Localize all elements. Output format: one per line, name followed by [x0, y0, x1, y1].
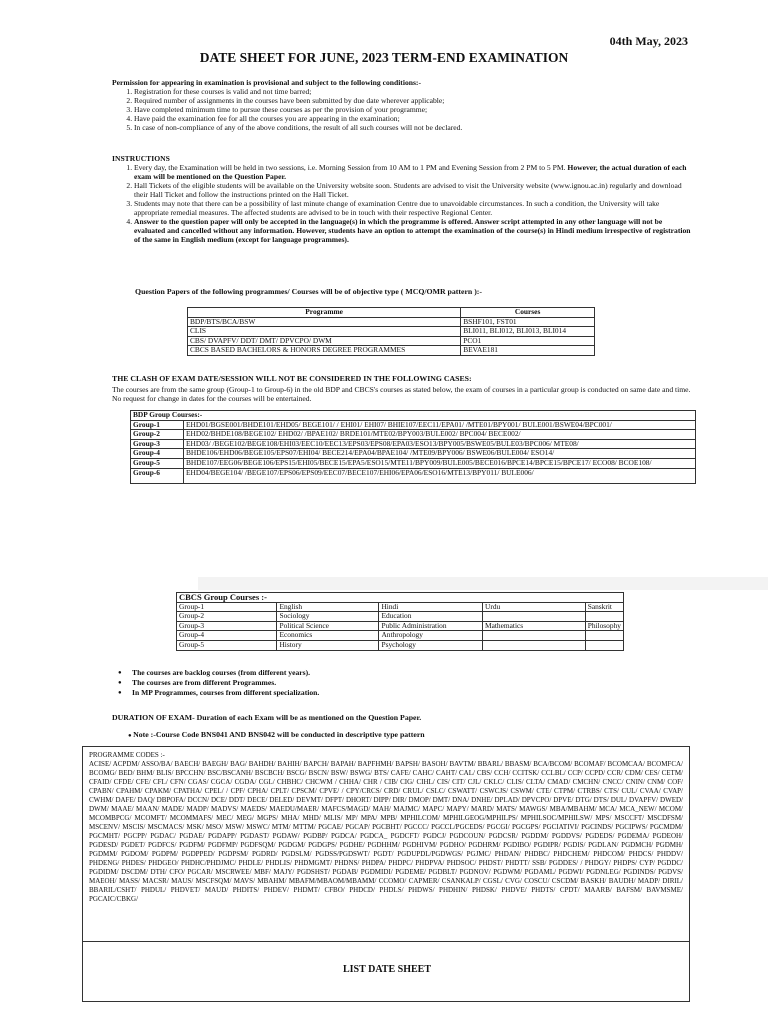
- group-courses: EHD02/BHDE108/BEGE102/ EHD02/ /BPAE102/ BRDE101/MTE02/BPY003/BULE002/ BPC004/ BECE002/: [184, 430, 696, 440]
- programme-codes-box: [82, 746, 690, 942]
- group-label: Group-6: [131, 468, 184, 483]
- group-label: Group-1: [131, 420, 184, 430]
- programme-codes-text: ACISE/ ACPDM/ ASSO/BA/ BAECH/ BAEGH/ BAG/ BAHDH/ BAHIH/ BAPCH/ BAPAH/ BAPFHMH/ BAPSH/ BASOH/ BAVTM/ BBARL/ BBASM/ BCA/BCOM/ BCOMAF/ BCOMCAA/ BCOMFCA/ BCOMG/ BED/ BHM/ BLIS/ BPCCHN/ BSC/BSCANH/ BSCBCH/ BSCG/ BSCN/ BSW/ BSWG/ BTS/ CAFE/ CAHC/ CAHT/ CAL/ CBS/ CCH/ CCITSK/ CCLBL/ CCP/ CCPD/ CCR/ CDM/ CES/ CETM/ CFAID/ CFDE/ CFE/ CFL/ CFN/ CGAS/ CGCA/ CGDA/ CGL/ CHBHC/ CHCWM / CHHA/ CHR / CIB/ CIG/ CIHL/ CIS/ CIT/ CJL/ CKLC/ CLIS/ CLTA/ CMAD/ CMCHN/ CNCC/ CNIN/ CNM/ COF/ CPABN/ CPAHM/ CPAKM/ CPATHA/ CPEL/ / CPF/ CPHA/ CPLT/ CPSCM/ CPVE/ / CPY/CRCS/ CRD/ CRUL/ CSLC/ CSWATT/ CSWCJS/ CSWM/ CTE/ CTPM/ CTRBS/ CTS/ CUL/ CVAA/ CVAP/ CWHM/ DAFE/ DAQ/ DBPOFA/ DCCN/ DCE/ DDT/ DECE/ DELED/ DEVMT/ DFPT/ DHORT/ DIPP/ DIR/ DMOP/ DMT/ DNA/ DNHE/ DPLAD/ DPVCPO/ DPVE/ DTG/ DTS/ DUL/ DVAPFV/ DWED/ DWM/ MAAE/ MAAN/ MADE/ MADP/ MADVS/ MAEDS/ MAEDU/MAER/ MAFCS/MAGD/ MAH/ MAJMC/ MAPC/ MAPY/ MARD/ MATS/ MAWGS/ MBA/MBAHM/ MCA/ MCA_NEW/ MCOM/ MCOMBPCG/ MCOMFT/ MCOMMAFS/ MEC/ MEG/ MGPS/ MHA/ MHD/ MLIS/ MP/ MPA/ MPB/ MPHILCOM/ MPHILGEOG/MPHILPS/ MPHILSOC/MPHILSW/ MPS/ MSCCFT/ MSCDFSM/ MSCENV/ MSCIS/ MSCMACS/ MSK/ MSO/ MSW/ MSWC/ MTM/ MTTM/ PGCAE/ PGCAP/ PGCBHT/ PGCCC/ PGCCL/PGCEDS/ PGCGI/ PGCGPS/ PGCIATIVI/ PGCINDS/ PGCIPWS/ PGCMDM/ PGCMHT/ PGCPP/ PGDAC/ PGDAE/ PGDAPP/ PGDAST/ PGDAW/ PGDBP/ PGDCA/ PGDCA_ PGDCFT/ PGDCJ/ PGDCOUN/ PGDCSR/ PGDDM/ PGDDVS/ PGDEDS/ PGDEMA/ PGDEOH/ PGDESD/ PGDET/ PGDFCS/ PGDFM/ PGDFMP/ PGDFSQM/ PGDGM/ PGDGPS/ PGDHE/ PGDHHM/ PGDHIVM/ PGDHO/ PGDHRM/ PGDIBO/ PGDIPR/ PGDIS/ PGDLAN/ PGDMCH/ PGDMH/ PGDMM/ PGDOM/ PGDPM/ PGDPPED/ PGDPSM/ PGDRD/ PGDSLM/ PGDSS/PGDSWT/ PGDT/ PGDUPDL/PGDWGS/ PGJMC/ PHDAN/ PHDBC/ PHDCHEM/ PHDCOM/ PHDCS/ PHDDV/ PHDENG/ PHDES/ PHDGEO/ PHDHC/PHDJMC/ PHDLE/ PHDLIS/ PHDMGMT/ PHDNS/ PHDPA/ PHDPC/ PHDPVA/ PHDSOC/ PHDST/ PHDTT/ SSB/ PGDDES/ / PHDGY/ PHDPS/ CYP/ PGDDC/ PGDIDM/ DSCDM/ DTH/ CFO/ PGCAR/ MSCRWEE/ MBF/ MAJY/ PGDSHST/ PGDAB/ PGDMIDI/ PGDEME/ PGDBLT/ PGDNOV/ PGDWM/ PGDAML/ PGDWI/ PGDNLEG/ PGDINDS/ PGDVS/ MAEOH/ MASS/ MACSR/ MAUS/ MSCFSQM/ MAVS/ MBAHM/ MBAFM/MBAOM/MBAMM/ CCOMO/ CAPMER/ CSANKALP/ CGSL/ CVG/ COSCU/ CSCDM/ BASKH/ BAUDH/ MADP/ DIRIL/ BBARIL/CSHT/ PHDUL/ PHDVET/ MAUD/ PHDITS/ PHDEV/ PHDMT/ CFBO/ PHDCD/ PHDLS/ PHDWS/ PHDHIN/ PHDSK/ PHDVE/ PHDTS/ CPDT/ MAARB/ BAFSM/ BAVMSME/ PGCAIC/CBKG/: [89, 760, 683, 903]
- table-cell: BEVAE181: [461, 346, 595, 356]
- clash-text: The courses are from the same group (Group-1 to Group-6) in the old BDP and CBCS's courses as stated below, the exam of courses in a particular group is conducted on same date and time. No request for change in dates for the courses will be entertained.: [112, 385, 691, 403]
- group-label: Group-3: [131, 439, 184, 449]
- duration-note: DURATION OF EXAM- Duration of each Exam will be as mentioned on the Question Paper.: [112, 713, 422, 722]
- instruction-item: [134, 163, 692, 181]
- permission-item: 5. In case of non-compliance of any of the above conditions, the result of all such courses will not be declared.: [134, 123, 692, 132]
- table-row: [188, 346, 595, 356]
- clash-bullets: [118, 668, 319, 698]
- instructions-section: [112, 154, 692, 244]
- table-row: [131, 468, 696, 483]
- divider-band: [198, 577, 768, 590]
- table-cell: [483, 640, 586, 650]
- table-cell: Sanskrit: [585, 602, 623, 612]
- permission-section: [112, 78, 692, 132]
- objective-table: [187, 307, 595, 356]
- table-cell: Public Administration: [379, 621, 483, 631]
- instruction-item: [134, 199, 692, 217]
- table-cell: History: [277, 640, 379, 650]
- table-cell: Philosophy: [585, 621, 623, 631]
- table-cell: Mathematics: [483, 621, 586, 631]
- group-courses: EHD04/BEGE104/ /BEGE107/EPS06/EPS09/EEC07/BECE107/EHI06/EPA06/ESO16/MTE13/BPY011/ BULE006/: [184, 468, 696, 483]
- instruction-text: Every day, the Examination will be held in two sessions, i.e. Morning Session from 10 AM to 1 PM and Evening Session from 2 PM to 5 PM.: [134, 163, 566, 172]
- table-cell: [483, 631, 586, 641]
- cbcs-group-table: [176, 592, 624, 651]
- table-cell: Psychology: [379, 640, 483, 650]
- table-cell: Anthropology: [379, 631, 483, 641]
- list-date-sheet-title: LIST DATE SHEET: [342, 964, 431, 975]
- table-cell: Hindi: [379, 602, 483, 612]
- bullet-item: ● The courses are from different Programmes.: [118, 678, 319, 688]
- table-cell: [585, 631, 623, 641]
- instructions-list: [112, 163, 692, 244]
- page-title: DATE SHEET FOR JUNE, 2023 TERM-END EXAMINATION: [199, 50, 569, 65]
- instruction-text: Hall Tickets of the eligible students will be available on the University website soon. Students are advised to visit the University website (www.ignou.ac.in) regularly and download their Hall Ticket and follow the instructions printed on the Hall Ticket.: [134, 181, 682, 199]
- column-header: Programme: [188, 308, 461, 318]
- permission-item: 2. Required number of assignments in the courses have been submitted by due date wherever applicable;: [134, 96, 692, 105]
- objective-heading: Question Papers of the following programmes/ Courses will be of objective type ( MCQ/OMR pattern ):-: [135, 287, 482, 296]
- table-cell: [585, 640, 623, 650]
- table-cell: Group-3: [177, 621, 277, 631]
- table-cell: CBCS BASED BACHELORS & HONORS DEGREE PROGRAMMES: [188, 346, 461, 356]
- permission-item: 4. Have paid the examination fee for all the courses you are appearing in the examination;: [134, 114, 692, 123]
- descriptive-note: [128, 730, 688, 739]
- table-cell: CLIS: [188, 327, 461, 337]
- group-label: Group-2: [131, 430, 184, 440]
- bdp-group-table: [130, 410, 696, 484]
- table-row: [188, 327, 595, 337]
- table-cell: [585, 612, 623, 622]
- table-cell: BDP/BTS/BCA/BSW: [188, 317, 461, 327]
- permission-item: 3. Have completed minimum time to pursue these courses as per the provision of your programme;: [134, 105, 692, 114]
- table-cell: BLI011, BLI012, BLI013, BLI014: [461, 327, 595, 337]
- table-cell: Group-4: [177, 631, 277, 641]
- cbcs-heading: CBCS Group Courses :-: [177, 593, 624, 603]
- table-cell: Group-2: [177, 612, 277, 622]
- table-cell: Urdu: [483, 602, 586, 612]
- table-row: [131, 458, 696, 468]
- bullet-item: ● The courses are backlog courses (from different years).: [118, 668, 319, 678]
- permission-list: [112, 87, 692, 132]
- instruction-bold-text: Answer to the question paper will only be accepted in the language(s) in which the programme is offered. Answer script attempted in any other language will not be evaluated and cancelled without any information. However, students have an option to attempt the examination of the course(s) in Hindi medium irrespective of registration of the same in English medium (except for language programmes).: [134, 217, 691, 244]
- clash-heading: THE CLASH OF EXAM DATE/SESSION WILL NOT BE CONSIDERED IN THE FOLLOWING CASES:: [112, 374, 472, 383]
- group-label: Group-5: [131, 458, 184, 468]
- table-cell: Sociology: [277, 612, 379, 622]
- table-cell: CBS/ DVAPFV/ DDT/ DMT/ DPVCPO/ DWM: [188, 336, 461, 346]
- instruction-text: Students may note that there can be a possibility of last minute change of examination Centre due to unavoidable circumstances. In such a condition, the University will take appropriate remedial measures. The affected students are advised to be in touch with their respective Regional Center.: [134, 199, 660, 217]
- permission-heading: Permission for appearing in examination is provisional and subject to the following conditions:-: [112, 78, 421, 87]
- bdp-heading: BDP Group Courses:-: [131, 411, 696, 421]
- table-row: [177, 640, 624, 650]
- permission-item: 1. Registration for these courses is valid and not time barred;: [134, 87, 692, 96]
- table-cell: Economics: [277, 631, 379, 641]
- table-cell: [483, 612, 586, 622]
- table-cell: PCO1: [461, 336, 595, 346]
- table-cell: Political Science: [277, 621, 379, 631]
- group-courses: BHDE107/EEG06/BEGE106/EPS15/EHI05/BECE15/EPA5/ESO15/MTE11/BPY009/BULE005/BECE016/BPCE14/BPCE15/BPCE17/ ECO08/ BCOE108/: [184, 458, 696, 468]
- programme-codes-heading: PROGRAMME CODES :-: [89, 751, 165, 759]
- table-cell: Group-1: [177, 602, 277, 612]
- table-cell: Group-5: [177, 640, 277, 650]
- group-courses: EHD01/BGSE001/BHDE101/EHD05/ BEGE101/ / EHI01/ EHI07/ BHIE107/EEC11/EPA01/ /MTE01/BPY001/ BULE001/BSWE04/BPC001/: [184, 420, 696, 430]
- table-cell: Education: [379, 612, 483, 622]
- list-date-sheet-box: [82, 942, 690, 1002]
- group-label: Group-4: [131, 449, 184, 459]
- table-row: [177, 612, 624, 622]
- table-row: [131, 430, 696, 440]
- clash-section: [112, 374, 697, 403]
- column-header: Courses: [461, 308, 595, 318]
- instructions-heading: INSTRUCTIONS: [112, 154, 170, 163]
- table-cell: English: [277, 602, 379, 612]
- bullet-item: ● In MP Programmes, courses from different specialization.: [118, 688, 319, 698]
- instruction-item: [134, 217, 692, 244]
- instruction-item: [134, 181, 692, 199]
- group-courses: EHD03/ /BEGE102/BEGE108/EHI03/EEC10/EEC13/EPS03/EPS08/EPA03/ESO13/BPY005/BSWE05/BULE03/BPC006/ MTE08/: [184, 439, 696, 449]
- table-cell: BSHF101, FST01: [461, 317, 595, 327]
- issue-date: 04th May, 2023: [609, 34, 688, 48]
- group-courses: BHDE106/EHD06/BEGE105/EPS07/EHI04/ BECE214/EPA04/BPAE104/ /MTE09/BPY006/ BSWE06/BULE004/ ESO14/: [184, 449, 696, 459]
- instruction-bold-text: However, the actual duration of each exam will be mentioned on the Question Paper.: [134, 163, 687, 181]
- note-text: ● Note :-Course Code BNS041 AND BNS042 will be conducted in descriptive type pattern: [128, 730, 425, 739]
